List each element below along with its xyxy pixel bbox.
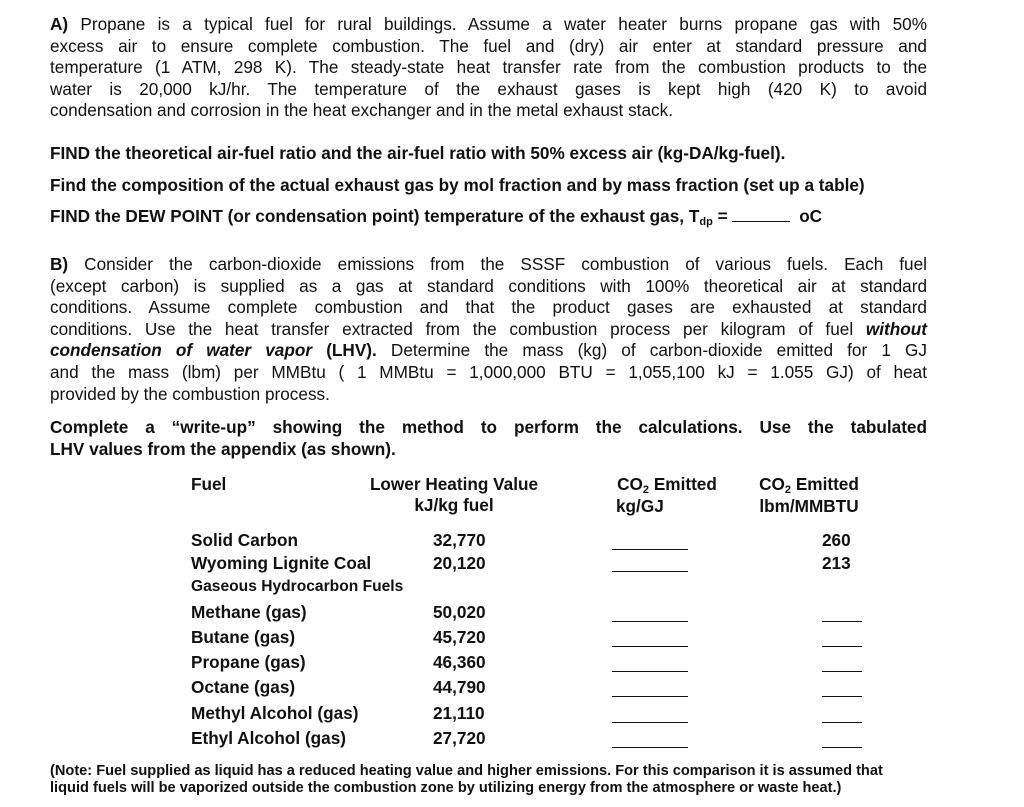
find-air-fuel-ratio: FIND the theoretical air-fuel ratio and the air-fuel ratio with 50% excess air (kg-DA/kg-fuel). [50, 143, 786, 163]
row-lhv-propane: 46,360 [433, 652, 486, 672]
row-lhv-ethyl-alcohol: 27,720 [433, 728, 486, 748]
footnote: (Note: Fuel supplied as liquid has a reduced heating value and higher emissions. For this comparison it is assumed that liquid fuels will be vaporized outside the combustion zone by utilizing energy from the atmosphere or waste heat.) [50, 763, 883, 796]
blank-co2-lbm-butane [822, 646, 862, 647]
part-a-line-3: temperature (1 ATM, 298 K). The steady-state heat transfer rate from the combustion products to the [50, 57, 927, 78]
blank-co2-kg-lignite [612, 571, 688, 572]
part-a-paragraph [50, 14, 927, 122]
blank-co2-kg-methane [612, 621, 688, 622]
blank-co2-lbm-methane [822, 621, 862, 622]
row-fuel-propane: Propane (gas) [191, 652, 306, 672]
row-fuel-methane: Methane (gas) [191, 602, 307, 622]
blank-co2-kg-ethyl-alcohol [612, 747, 688, 748]
part-a-line-4: water is 20,000 kJ/hr. The temperature of the exhaust gases is kept high (420 K) to avoid [50, 78, 927, 99]
dew-point-answer-blank [732, 207, 790, 222]
part-b-line-5: condensation of water vapor (LHV). Determine the mass (kg) of carbon-dioxide emitted for 1 GJ [50, 340, 927, 361]
part-b-paragraph [50, 254, 927, 405]
part-b-line-2: (except carbon) is supplied as a gas at standard conditions with 100% theoretical air at standard [50, 275, 927, 296]
blank-co2-kg-solid-carbon [612, 549, 688, 550]
blank-co2-lbm-ethyl-alcohol [822, 747, 862, 748]
write-up-instructions: Complete a “write-up” showing the method to perform the calculations. Use the tabulated LHV values from the appendix (as shown). [50, 417, 927, 459]
part-b-line-6: and the mass (lbm) per MMBtu ( 1 MMBtu = 1,000,000 BTU = 1,055,100 kJ = 1.055 GJ) of heat [50, 361, 927, 382]
blank-co2-kg-butane [612, 646, 688, 647]
header-lhv: Lower Heating Value kJ/kg fuel [369, 474, 539, 515]
part-a-line-1: A) Propane is a typical fuel for rural buildings. Assume a water heater burns propane gas with 50% [50, 14, 927, 34]
row-fuel-methyl-alcohol: Methyl Alcohol (gas) [191, 703, 359, 723]
row-fuel-octane: Octane (gas) [191, 677, 296, 697]
row-lhv-butane: 45,720 [433, 627, 486, 647]
header-co2-kg-gj: $CO_2$ Emitted kg/GJ [616, 474, 717, 516]
part-a-label: A) [50, 14, 69, 34]
row-fuel-ethyl-alcohol: Ethyl Alcohol (gas) [191, 728, 347, 748]
header-co2-lbm-mmbtu: $CO_2$ Emitted lbm/MMBTU [759, 474, 859, 516]
part-a-line-5: condensation and corrosion in the heat exchanger and in the metal exhaust stack. [50, 100, 673, 121]
part-b-label: B) [50, 254, 69, 274]
part-b-line-4: conditions. Use the heat transfer extracted from the combustion process per kilogram of fuel without [50, 318, 927, 339]
blank-co2-kg-propane [612, 671, 688, 672]
part-b-line-1: B) Consider the carbon-dioxide emissions from the SSSF combustion of various fuels. Each fuel [50, 254, 927, 274]
row-fuel-lignite: Wyoming Lignite Coal [191, 553, 372, 573]
part-a-line-2: excess air to ensure complete combustion. The fuel and (dry) air enter at standard pressure and [50, 35, 927, 56]
row-lhv-methane: 50,020 [433, 602, 486, 622]
row-lhv-lignite: 20,120 [433, 553, 486, 573]
blank-co2-kg-octane [612, 696, 688, 697]
find-dew-point: FIND the DEW POINT (or condensation point) temperature of the exhaust gas, $T_{dp}$ = oC [50, 206, 823, 228]
blank-co2-lbm-methyl-alcohol [822, 722, 862, 723]
blank-co2-kg-methyl-alcohol [612, 722, 688, 723]
part-b-line-3: conditions. Assume complete combustion and that the product gases are exhausted at standard [50, 297, 927, 318]
header-fuel: Fuel [191, 474, 227, 494]
blank-co2-lbm-propane [822, 671, 862, 672]
row-lbm-lignite: 213 [822, 553, 851, 573]
row-lhv-solid-carbon: 32,770 [433, 530, 486, 550]
section-gaseous-fuels: Gaseous Hydrocarbon Fuels [191, 578, 404, 595]
blank-co2-lbm-octane [822, 696, 862, 697]
row-lbm-solid-carbon: 260 [822, 530, 851, 550]
row-fuel-butane: Butane (gas) [191, 627, 296, 647]
find-exhaust-composition: Find the composition of the actual exhaust gas by mol fraction and by mass fraction (set up a table) [50, 175, 865, 195]
row-lhv-octane: 44,790 [433, 677, 486, 697]
row-lhv-methyl-alcohol: 21,110 [433, 703, 485, 723]
row-fuel-solid-carbon: Solid Carbon [191, 530, 298, 550]
part-b-line-7: provided by the combustion process. [50, 383, 330, 404]
